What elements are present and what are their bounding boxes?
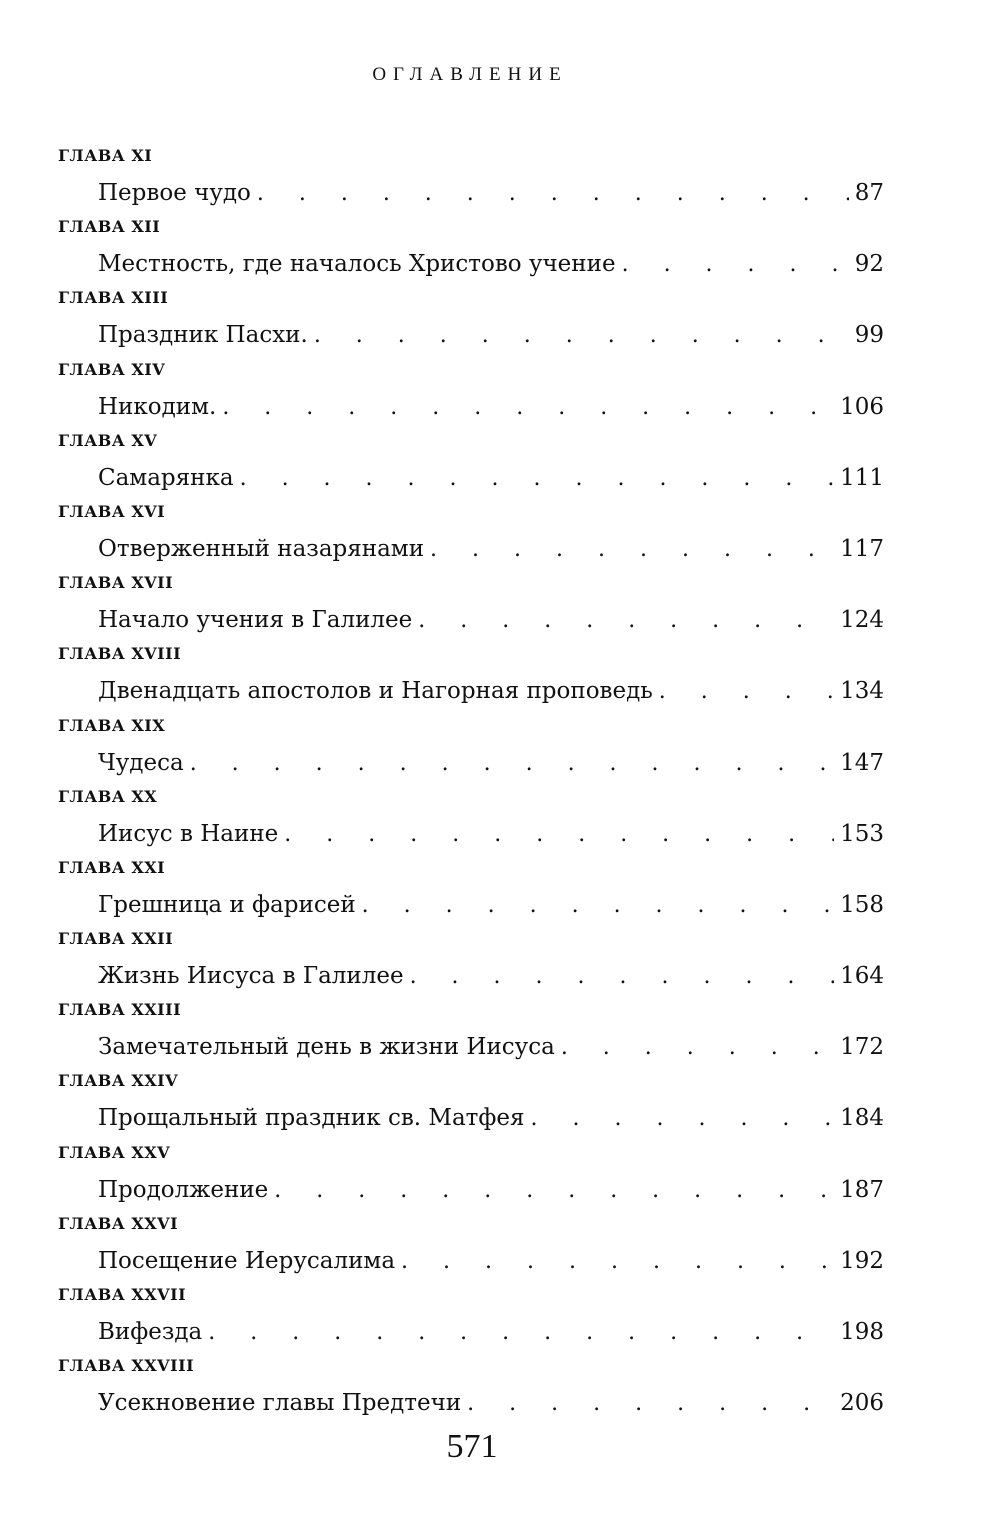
entry-page-number: 198 bbox=[840, 1319, 884, 1345]
dot-leader bbox=[622, 247, 849, 283]
dot-leader bbox=[659, 674, 834, 710]
dot-leader bbox=[410, 959, 835, 995]
toc-entry[interactable] bbox=[98, 602, 884, 638]
toc-chapter bbox=[58, 995, 884, 1066]
entry-title: Начало учения в Галилее bbox=[98, 607, 413, 634]
toc-entry[interactable] bbox=[98, 175, 884, 211]
entry-title: Грешница и фарисей bbox=[98, 891, 356, 918]
entry-page-number: 106 bbox=[840, 393, 884, 420]
entry-page-number: 92 bbox=[854, 251, 884, 278]
page-title: ОГЛАВЛЕНИЕ bbox=[372, 64, 568, 85]
toc-chapter bbox=[58, 497, 884, 568]
dot-leader bbox=[531, 1101, 835, 1137]
toc-entry[interactable] bbox=[98, 389, 884, 425]
toc-chapter bbox=[58, 212, 884, 283]
toc-entry[interactable] bbox=[98, 1100, 884, 1136]
toc-entry[interactable] bbox=[98, 673, 884, 709]
entry-page-number: 192 bbox=[840, 1247, 884, 1274]
page-number: 571 bbox=[446, 1428, 498, 1465]
dot-leader bbox=[208, 1315, 834, 1351]
toc-entry[interactable] bbox=[98, 1029, 884, 1065]
entry-page-number: 184 bbox=[840, 1105, 884, 1132]
chapter-label: ГЛАВА XIII bbox=[58, 288, 169, 308]
entry-title: Посещение Иерусалима bbox=[98, 1247, 396, 1274]
chapter-label: ГЛАВА XVIII bbox=[58, 644, 182, 664]
entry-title: Отверженный назарянами bbox=[98, 535, 425, 562]
entry-title: Самарянка bbox=[98, 464, 234, 491]
dot-leader bbox=[190, 746, 834, 782]
toc-chapter bbox=[58, 711, 884, 782]
entry-title: Иисус в Наине bbox=[98, 820, 279, 847]
chapter-label: ГЛАВА XI bbox=[58, 146, 153, 165]
chapter-label: ГЛАВА XXIII bbox=[58, 1000, 182, 1020]
entry-page-number: 87 bbox=[854, 180, 884, 206]
dot-leader bbox=[362, 888, 834, 924]
chapter-label: ГЛАВА XXV bbox=[58, 1142, 171, 1162]
entry-page-number: 124 bbox=[840, 607, 884, 634]
entry-page-number: 206 bbox=[840, 1390, 884, 1417]
entry-title: Двенадцать апостолов и Нагорная проповедь bbox=[98, 678, 653, 705]
toc-entry[interactable] bbox=[98, 1172, 884, 1208]
dot-leader bbox=[284, 817, 834, 853]
toc-chapter bbox=[58, 1138, 884, 1209]
toc-chapter bbox=[58, 141, 884, 212]
table-of-contents bbox=[58, 141, 884, 1422]
toc-entry[interactable] bbox=[98, 1385, 884, 1421]
entry-page-number: 99 bbox=[854, 322, 884, 349]
chapter-label: ГЛАВА XXVI bbox=[58, 1213, 179, 1233]
entry-title: Жизнь Иисуса в Галилее bbox=[98, 963, 404, 990]
chapter-label: ГЛАВА XIX bbox=[58, 715, 166, 735]
dot-leader bbox=[240, 461, 835, 497]
toc-chapter bbox=[58, 1280, 884, 1351]
toc-chapter bbox=[58, 426, 884, 497]
toc-entry[interactable] bbox=[98, 317, 884, 353]
entry-title: Местность, где началось Христово учение bbox=[98, 251, 616, 278]
toc-entry[interactable] bbox=[98, 1243, 884, 1279]
entry-page-number: 134 bbox=[840, 678, 884, 705]
chapter-label: ГЛАВА XV bbox=[58, 430, 158, 450]
entry-page-number: 172 bbox=[840, 1034, 884, 1061]
toc-chapter bbox=[58, 639, 884, 710]
entry-page-number: 187 bbox=[840, 1176, 884, 1203]
entry-title: Никодим. bbox=[98, 393, 217, 420]
toc-entry[interactable] bbox=[98, 745, 884, 781]
dot-leader bbox=[418, 603, 834, 639]
entry-title: Вифезда bbox=[98, 1319, 203, 1345]
toc-entry[interactable] bbox=[98, 816, 884, 852]
chapter-label: ГЛАВА XVI bbox=[58, 501, 166, 521]
dot-leader bbox=[257, 176, 849, 212]
dot-leader bbox=[561, 1030, 834, 1066]
toc-entry[interactable] bbox=[98, 460, 884, 496]
toc-chapter bbox=[58, 283, 884, 354]
chapter-label: ГЛАВА XX bbox=[58, 786, 158, 806]
entry-page-number: 117 bbox=[840, 535, 884, 562]
dot-leader bbox=[274, 1173, 834, 1209]
chapter-label: ГЛАВА XXII bbox=[58, 929, 174, 949]
entry-title: Первое чудо bbox=[98, 180, 251, 206]
dot-leader bbox=[314, 318, 849, 354]
toc-entry[interactable] bbox=[98, 531, 884, 567]
entry-page-number: 147 bbox=[840, 749, 884, 776]
toc-chapter bbox=[58, 1066, 884, 1137]
chapter-label: ГЛАВА XXVII bbox=[58, 1285, 187, 1304]
chapter-label: ГЛАВА XXIV bbox=[58, 1071, 179, 1091]
chapter-label: ГЛАВА XXI bbox=[58, 857, 166, 877]
toc-entry[interactable] bbox=[98, 1314, 884, 1350]
toc-chapter bbox=[58, 568, 884, 639]
toc-chapter bbox=[58, 355, 884, 426]
dot-leader bbox=[430, 532, 834, 568]
entry-page-number: 111 bbox=[840, 464, 884, 491]
dot-leader bbox=[222, 390, 834, 426]
dot-leader bbox=[467, 1386, 834, 1422]
toc-chapter bbox=[58, 1351, 884, 1422]
toc-chapter bbox=[58, 853, 884, 924]
entry-title: Прощальный праздник св. Матфея bbox=[98, 1105, 525, 1132]
toc-chapter bbox=[58, 1209, 884, 1280]
toc-entry[interactable] bbox=[98, 887, 884, 923]
chapter-label: ГЛАВА XIV bbox=[58, 359, 166, 379]
entry-title: Продолжение bbox=[98, 1176, 269, 1203]
entry-page-number: 158 bbox=[840, 891, 884, 918]
entry-title: Замечательный день в жизни Иисуса bbox=[98, 1034, 555, 1061]
dot-leader bbox=[401, 1244, 834, 1280]
entry-title: Чудеса bbox=[98, 749, 184, 776]
toc-entry[interactable] bbox=[98, 246, 884, 282]
entry-title: Усекновение главы Предтечи bbox=[98, 1390, 462, 1417]
toc-chapter bbox=[58, 924, 884, 995]
entry-title: Праздник Пасхи. bbox=[98, 322, 308, 349]
chapter-label: ГЛАВА XVII bbox=[58, 573, 174, 593]
toc-entry[interactable] bbox=[98, 958, 884, 994]
entry-page-number: 153 bbox=[840, 820, 884, 847]
entry-page-number: 164 bbox=[840, 963, 884, 990]
toc-chapter bbox=[58, 782, 884, 853]
chapter-label: ГЛАВА XII bbox=[58, 217, 161, 237]
chapter-label: ГЛАВА XXVIII bbox=[58, 1356, 195, 1376]
